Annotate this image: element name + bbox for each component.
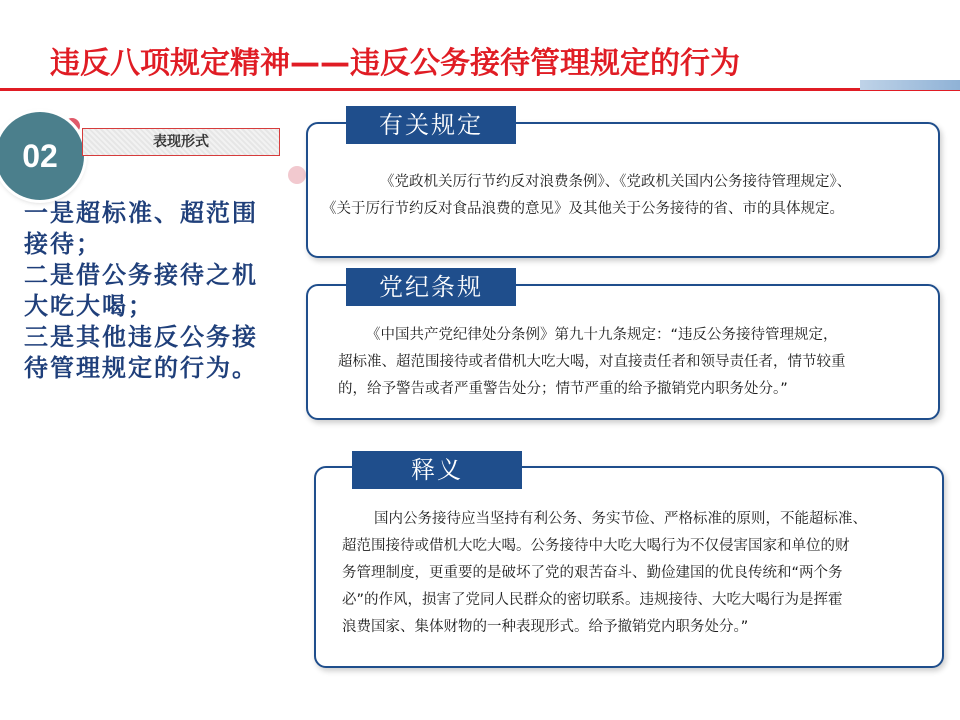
behavior-line: 三是其他违反公务接 [24,323,258,351]
text-line: 必”的作风，损害了党同人民群众的密切联系。违规接待、大吃大喝行为是挥霍 [342,592,843,608]
text-line: 务管理制度，更重要的是破坏了党的艰苦奋斗、勤俭建国的优良传统和“两个务 [342,565,843,581]
text-line: 超范围接待或借机大吃大喝。公务接待中大吃大喝行为不仅侵害国家和单位的财 [342,538,850,554]
page-title: 违反八项规定精神——违反公务接待管理规定的行为 [50,46,740,81]
behavior-line: 接待； [24,230,102,258]
behavior-line: 一是超标准、超范围 [24,199,258,227]
text-line: 的，给予警告或者严重警告处分；情节严重的给予撤销党内职务处分。” [338,381,788,397]
text-line: 国内公务接待应当坚持有利公务、务实节俭、严格标准的原则，不能超标准、 [374,511,867,527]
party-discipline-text [338,322,928,403]
text-line: 《党政机关厉行节约反对浪费条例》、《党政机关国内公务接待管理规定》、 [380,174,852,190]
behavior-line: 二是借公务接待之机 [24,261,258,289]
title-accent-bar [860,80,960,90]
behavior-line: 待管理规定的行为。 [24,354,258,382]
decorative-dot-pink [288,166,306,184]
section-label: 表现形式 [82,128,280,156]
interpretation-text [342,506,932,641]
behavior-list [24,198,299,384]
text-line: 浪费国家、集体财物的一种表现形式。给予撤销党内职务处分。” [342,619,749,635]
title-underline [0,88,960,91]
regulations-text [322,169,926,223]
interpretation-heading: 释义 [352,451,522,489]
party-discipline-heading: 党纪条规 [346,268,516,306]
behavior-line: 大吃大喝； [24,292,154,320]
regulations-heading: 有关规定 [346,106,516,144]
text-line: 《中国共产党纪律处分条例》第九十九条规定：“违反公务接待管理规定， [366,327,838,343]
section-number-badge: 02 [0,112,84,200]
text-line: 《关于厉行节约反对食品浪费的意见》及其他关于公务接待的省、市的具体规定。 [322,201,844,217]
text-line: 超标准、超范围接待或者借机大吃大喝，对直接责任者和领导责任者，情节较重 [338,354,846,370]
